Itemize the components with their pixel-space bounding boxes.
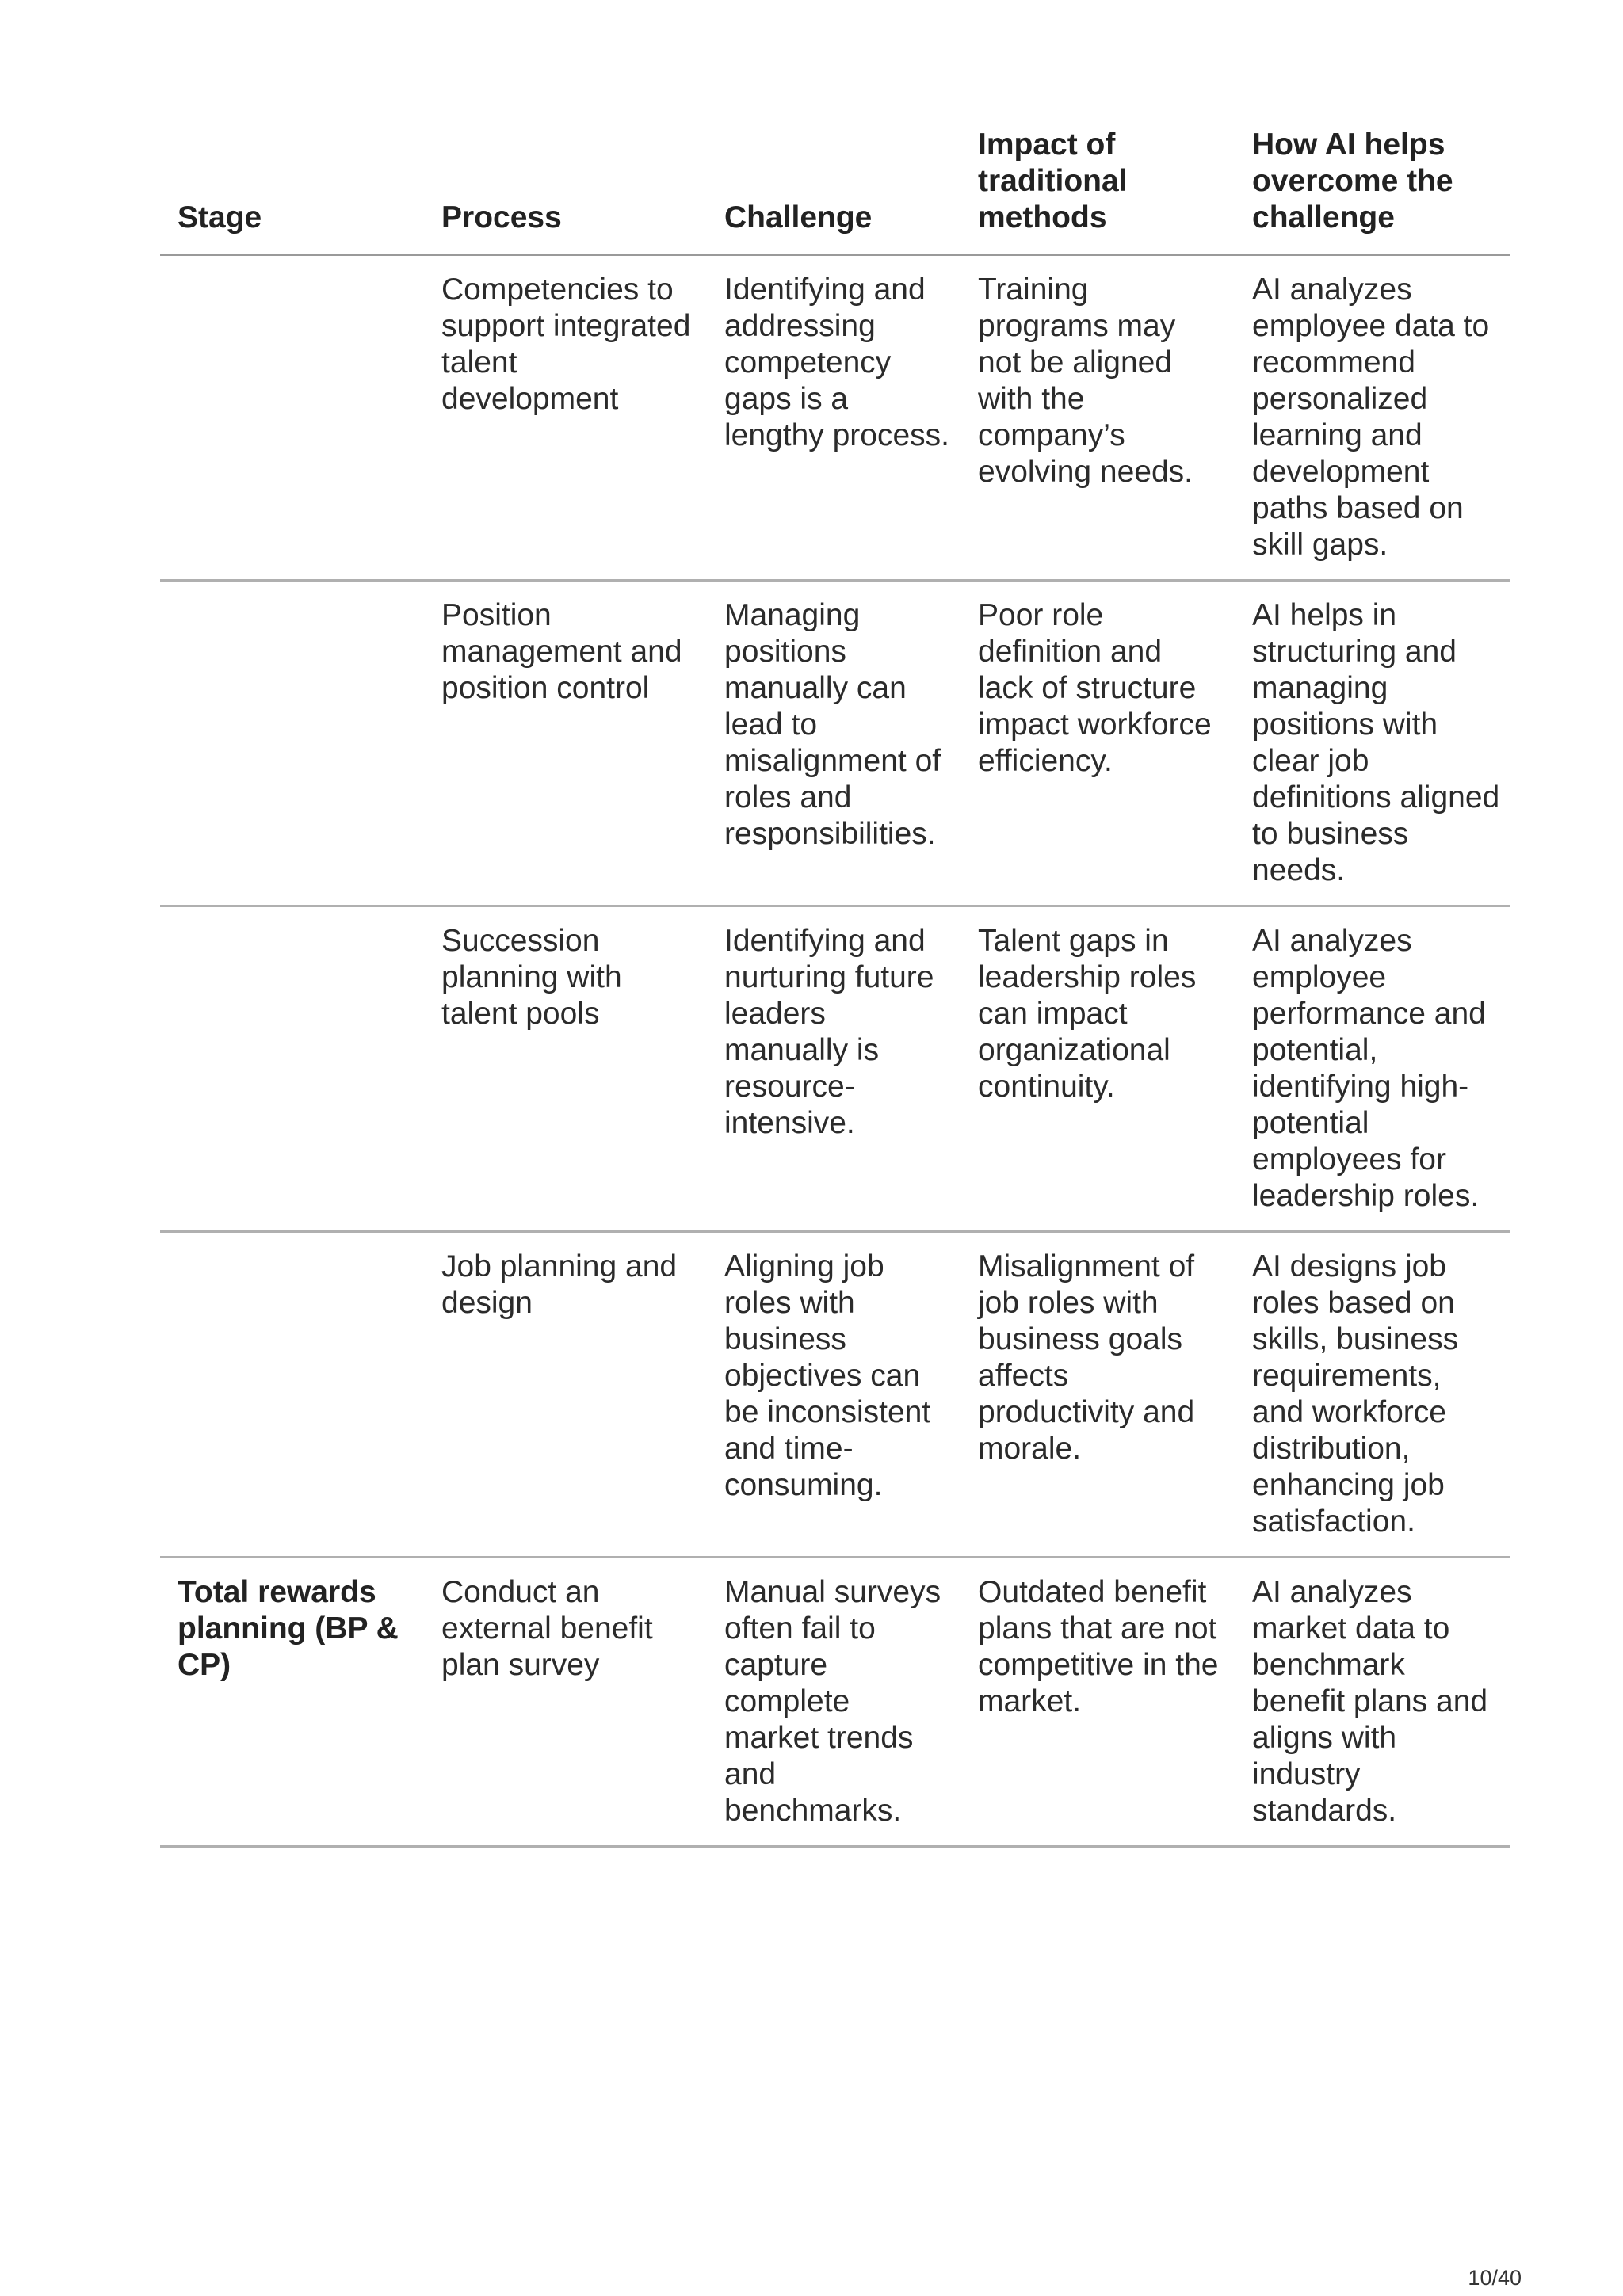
cell-impact: Outdated benefit plans that are not competitive in the market. — [960, 1558, 1235, 1847]
cell-challenge: Managing positions manually can lead to misalignment of roles and responsibilities. — [707, 581, 960, 906]
table-row — [160, 581, 1510, 906]
cell-stage: Total rewards planning (BP & CP) — [160, 1558, 424, 1847]
cell-process: Job planning and design — [424, 1232, 707, 1558]
cell-process: Competencies to support integrated talent development — [424, 255, 707, 581]
header-ai-help: How AI helps overcome the challenge — [1235, 127, 1510, 255]
cell-process: Conduct an external benefit plan survey — [424, 1558, 707, 1847]
header-challenge: Challenge — [707, 127, 960, 255]
table-row — [160, 1558, 1510, 1847]
header-impact: Impact of traditional methods — [960, 127, 1235, 255]
cell-challenge: Aligning job roles with business objectives can be inconsistent and time-consuming. — [707, 1232, 960, 1558]
header-process: Process — [424, 127, 707, 255]
cell-impact: Training programs may not be aligned with the company’s evolving needs. — [960, 255, 1235, 581]
cell-challenge: Manual surveys often fail to capture complete market trends and benchmarks. — [707, 1558, 960, 1847]
cell-ai-help: AI analyzes market data to benchmark benefit plans and aligns with industry standards. — [1235, 1558, 1510, 1847]
cell-ai-help: AI helps in structuring and managing positions with clear job definitions aligned to business needs. — [1235, 581, 1510, 906]
cell-ai-help: AI analyzes employee performance and potential, identifying high-potential employees for leadership roles. — [1235, 906, 1510, 1232]
header-stage: Stage — [160, 127, 424, 255]
cell-impact: Poor role definition and lack of structure impact workforce efficiency. — [960, 581, 1235, 906]
table-header — [160, 127, 1510, 255]
cell-impact: Misalignment of job roles with business goals affects productivity and morale. — [960, 1232, 1235, 1558]
table-body — [160, 255, 1510, 1847]
cell-stage — [160, 906, 424, 1232]
table-row — [160, 255, 1510, 581]
cell-challenge: Identifying and nurturing future leaders manually is resource-intensive. — [707, 906, 960, 1232]
cell-stage — [160, 1232, 424, 1558]
cell-process: Succession planning with talent pools — [424, 906, 707, 1232]
cell-process: Position management and position control — [424, 581, 707, 906]
cell-impact: Talent gaps in leadership roles can impact organizational continuity. — [960, 906, 1235, 1232]
cell-stage — [160, 255, 424, 581]
hr-ai-challenges-table — [160, 127, 1510, 1848]
page-number: 10/40 — [1468, 2266, 1522, 2290]
cell-challenge: Identifying and addressing competency gaps is a lengthy process. — [707, 255, 960, 581]
cell-stage — [160, 581, 424, 906]
cell-ai-help: AI designs job roles based on skills, business requirements, and workforce distribution, enhancing job satisfaction. — [1235, 1232, 1510, 1558]
cell-ai-help: AI analyzes employee data to recommend personalized learning and development paths based on skill gaps. — [1235, 255, 1510, 581]
table-row — [160, 906, 1510, 1232]
header-row — [160, 127, 1510, 255]
table-row — [160, 1232, 1510, 1558]
